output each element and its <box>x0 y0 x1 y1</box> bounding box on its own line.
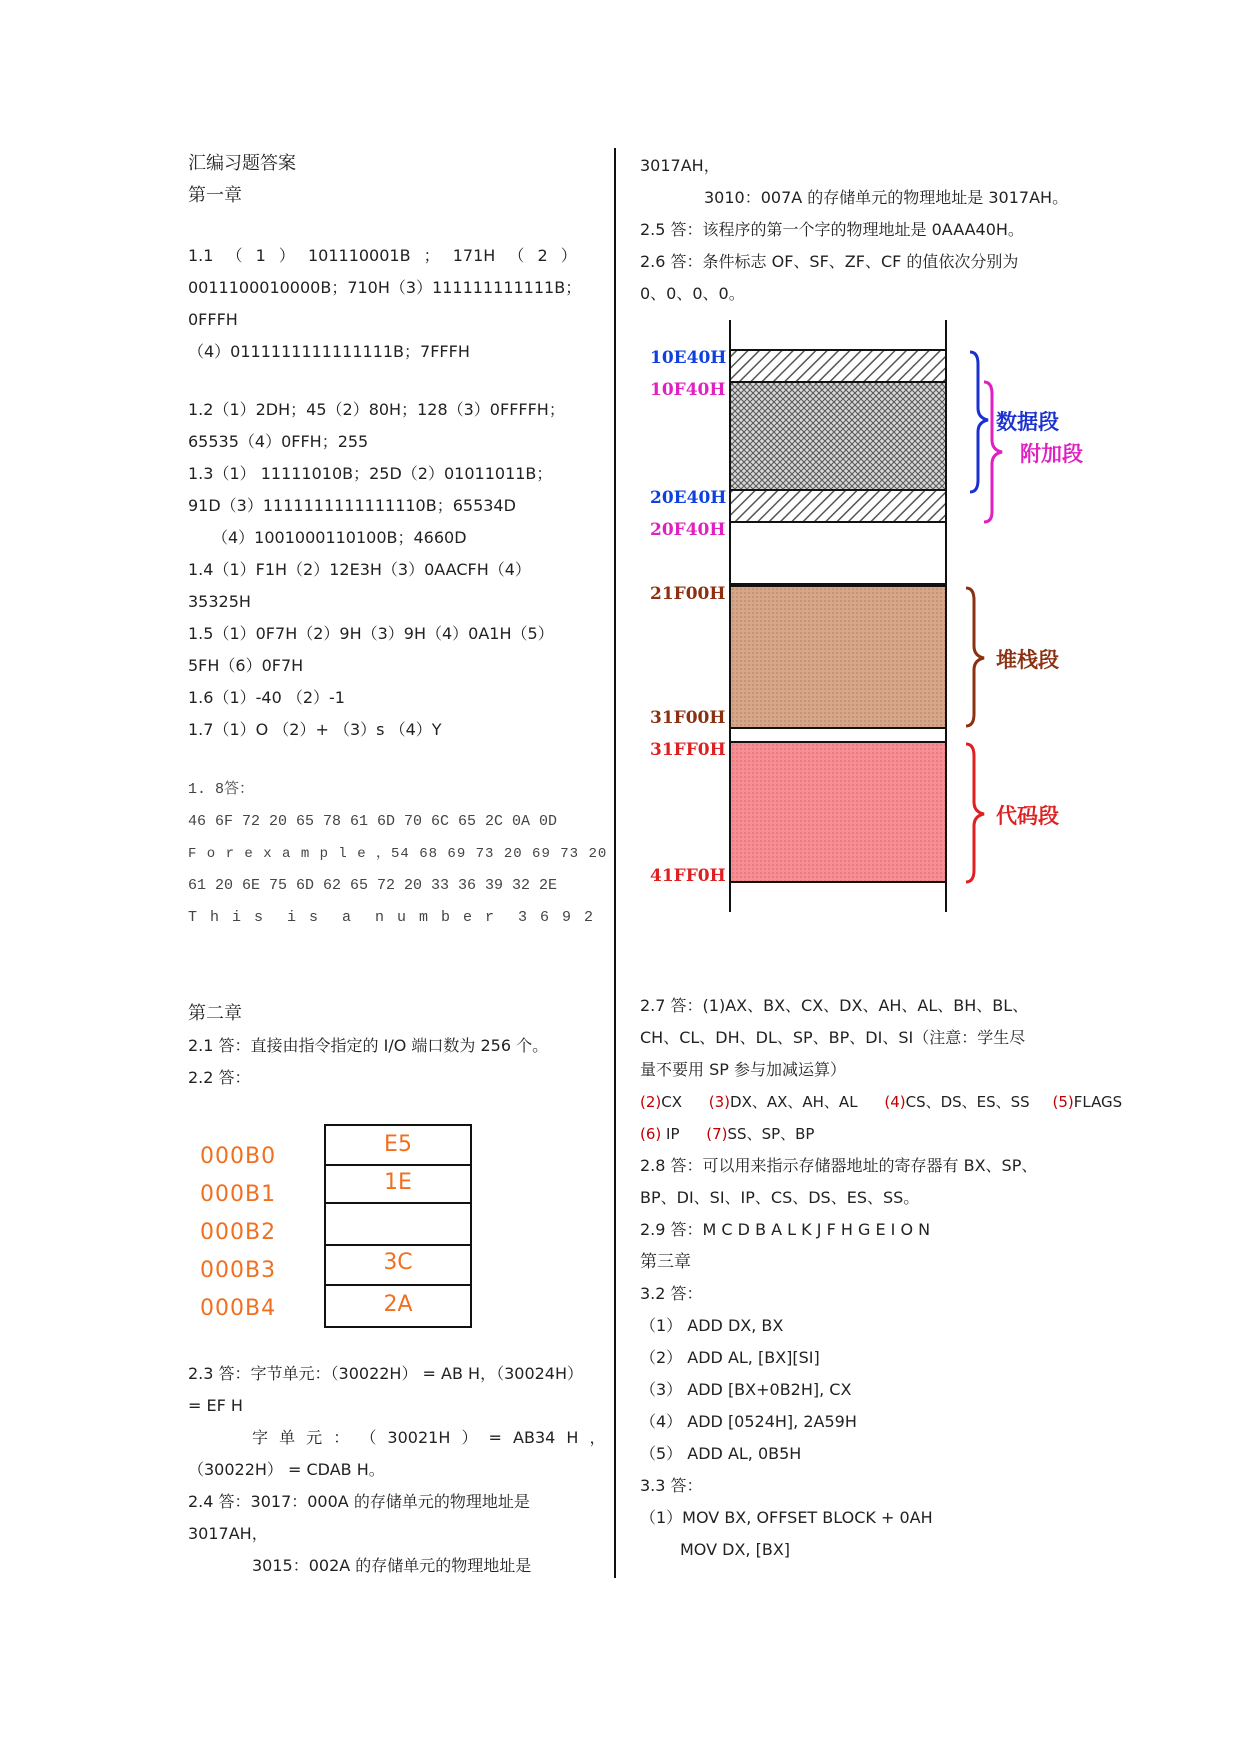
answer-3-2-item: （5） ADD AL, 0B5H <box>640 1444 802 1463</box>
answer-1-5-line1: 1.5（1）0F7H（2）9H（3）9H（4）0A1H（5） <box>188 624 554 643</box>
answer-1-1-line4: （4）0111111111111111B；7FFFH <box>188 342 470 361</box>
address-label: 000B2 <box>200 1220 277 1245</box>
answer-2-1: 2.1 答：直接由指令指定的 I/O 端口数为 256 个。 <box>188 1036 549 1055</box>
answer-1-1-line3: 0FFFH <box>188 310 238 329</box>
answer-1-3-line1: 1.3（1） 11111010B；25D（2）01011011B； <box>188 464 553 483</box>
answer-2-4-line2: 3017AH， <box>188 1524 268 1543</box>
memory-value: 1E <box>384 1170 412 1195</box>
segment-address-label: 41FF0H <box>650 866 726 886</box>
answer-2-9: 2.9 答：M C D B A L K J F H G E I O N <box>640 1220 931 1239</box>
answer-2-4-line1: 2.4 答：3017：000A 的存储单元的物理地址是 <box>188 1492 530 1511</box>
answer-3-2-item: （2） ADD AL, [BX][SI] <box>640 1348 820 1367</box>
answer-1-7: 1.7（1）O （2）+ （3）s （4）Y <box>188 720 442 739</box>
segment-address-label: 21F00H <box>650 584 726 604</box>
item-text: CS、DS、ES、SS <box>905 1093 1030 1111</box>
answer-2-3-line2: = EF H <box>188 1396 243 1415</box>
segment-address-label: 20F40H <box>650 520 726 540</box>
answer-3-3-item: MOV DX, [BX] <box>680 1540 791 1559</box>
answer-1-4-line2: 35325H <box>188 592 251 611</box>
answer-2-3-line3: 字 单 元 ： （ 30021H ） = AB34 H ， <box>252 1428 606 1447</box>
item-number: (7) <box>706 1125 728 1143</box>
answer-2-4-cont-line2: 3010：007A 的存储单元的物理地址是 3017AH。 <box>704 188 1069 207</box>
answer-2-7-line1: 2.7 答：(1)AX、BX、CX、DX、AH、AL、BH、BL、 <box>640 996 1029 1015</box>
answer-1-8-text2: T h i s i s a n u m b e r 3 6 9 2 <box>188 909 596 926</box>
answer-1-1-line2: 0011100010000B；710H（3）111111111111B； <box>188 278 582 297</box>
code-segment-label: 代码段 <box>996 804 1059 828</box>
memory-value: 3C <box>383 1250 413 1275</box>
answer-2-4-line3: 3015：002A 的存储单元的物理地址是 <box>252 1556 532 1575</box>
item-number: (6) <box>640 1125 662 1143</box>
answer-2-3-line1: 2.3 答：字节单元：（30022H） = AB H，（30024H） <box>188 1364 584 1383</box>
answer-1-8-heading: 1. 8答： <box>188 781 255 798</box>
answer-1-8-hex1: 46 6F 72 20 65 78 61 6D 70 6C 65 2C 0A 0D <box>188 813 558 830</box>
answer-2-8-line1: 2.8 答：可以用来指示存储器地址的寄存器有 BX、SP、 <box>640 1156 1038 1175</box>
answer-2-3-line4: （30022H） = CDAB H。 <box>188 1460 385 1479</box>
data-segment-label: 数据段 <box>996 410 1059 434</box>
answer-3-3: 3.3 答： <box>640 1476 703 1495</box>
stack-segment-label: 堆栈段 <box>996 648 1059 672</box>
answer-2-6-line1: 2.6 答：条件标志 OF、SF、ZF、CF 的值依次分别为 <box>640 252 1019 271</box>
extra-segment-label: 附加段 <box>1020 442 1083 466</box>
answer-1-8-text1: F o r e x a m p l e ，54 68 69 73 20 69 73 20 <box>188 846 608 862</box>
answer-2-7-line3: 量不要用 SP 参与加减运算） <box>640 1060 846 1079</box>
segment-address-label: 31FF0H <box>650 740 726 760</box>
item-text: IP <box>661 1125 680 1143</box>
item-number: (3) <box>708 1093 731 1111</box>
answer-2-5: 2.5 答：该程序的第一个字的物理地址是 0AAA40H。 <box>640 220 1024 239</box>
answer-2-2: 2.2 答： <box>188 1068 251 1087</box>
answer-3-2-item: （4） ADD [0524H], 2A59H <box>640 1412 857 1431</box>
answer-1-8-hex2: 61 20 6E 75 6D 62 65 72 20 33 36 39 32 2E <box>188 877 558 894</box>
chapter-1-heading: 第一章 <box>188 185 242 206</box>
item-number: (5) <box>1052 1093 1074 1111</box>
segment-address-label: 20E40H <box>650 488 727 508</box>
segment-address-label: 10E40H <box>650 348 727 368</box>
item-text: SS、SP、BP <box>727 1125 815 1143</box>
answer-2-4-cont-line1: 3017AH， <box>640 156 720 175</box>
chapter-2-heading: 第二章 <box>188 1003 242 1024</box>
item-text: FLAGS <box>1073 1093 1123 1111</box>
item-text: CX <box>661 1093 682 1111</box>
answer-3-2: 3.2 答： <box>640 1284 703 1303</box>
answer-1-2-line2: 65535（4）0FFH；255 <box>188 432 369 451</box>
answer-1-6: 1.6（1）-40 （2）-1 <box>188 688 345 707</box>
answer-3-2-item: （1） ADD DX, BX <box>640 1316 784 1335</box>
address-label: 000B4 <box>200 1296 277 1321</box>
answer-3-2-item: （3） ADD [BX+0B2H], CX <box>640 1380 852 1399</box>
segment-address-label: 31F00H <box>650 708 726 728</box>
address-label: 000B1 <box>200 1182 277 1207</box>
answer-3-3-item: （1）MOV BX, OFFSET BLOCK + 0AH <box>640 1508 933 1527</box>
document-title: 汇编习题答案 <box>188 153 296 174</box>
answer-2-7-line2: CH、CL、DH、DL、SP、BP、DI、SI（注意：学生尽 <box>640 1028 1026 1047</box>
memory-value: 2A <box>383 1292 413 1317</box>
answer-2-6-line2: 0、0、0、0。 <box>640 284 745 303</box>
item-text: DX、AX、AH、AL <box>730 1093 858 1111</box>
answer-1-4-line1: 1.4（1）F1H（2）12E3H（3）0AACFH（4） <box>188 560 531 579</box>
memory-value: E5 <box>384 1132 412 1157</box>
answer-1-3-line2: 91D（3）1111111111111110B；65534D <box>188 496 516 515</box>
answer-1-2-line1: 1.2（1）2DH；45（2）80H；128（3）0FFFFH； <box>188 400 565 419</box>
answer-2-8-line2: BP、DI、SI、IP、CS、DS、ES、SS。 <box>640 1188 920 1207</box>
chapter-3-heading: 第三章 <box>640 1252 691 1272</box>
segment-address-label: 10F40H <box>650 380 726 400</box>
answer-1-5-line2: 5FH（6）0F7H <box>188 656 304 675</box>
answer-1-3-line3: （4）1001000110100B；4660D <box>212 528 467 547</box>
answer-1-1-line1: 1.1 （ 1 ） 101110001B ； 171H （ 2 ） <box>188 246 577 265</box>
item-number: (2) <box>640 1093 662 1111</box>
address-label: 000B0 <box>200 1144 277 1169</box>
item-number: (4) <box>884 1093 906 1111</box>
answer-2-7-items-row1 <box>640 1092 1122 1112</box>
address-label: 000B3 <box>200 1258 277 1283</box>
answer-2-7-items-row2 <box>640 1124 814 1144</box>
